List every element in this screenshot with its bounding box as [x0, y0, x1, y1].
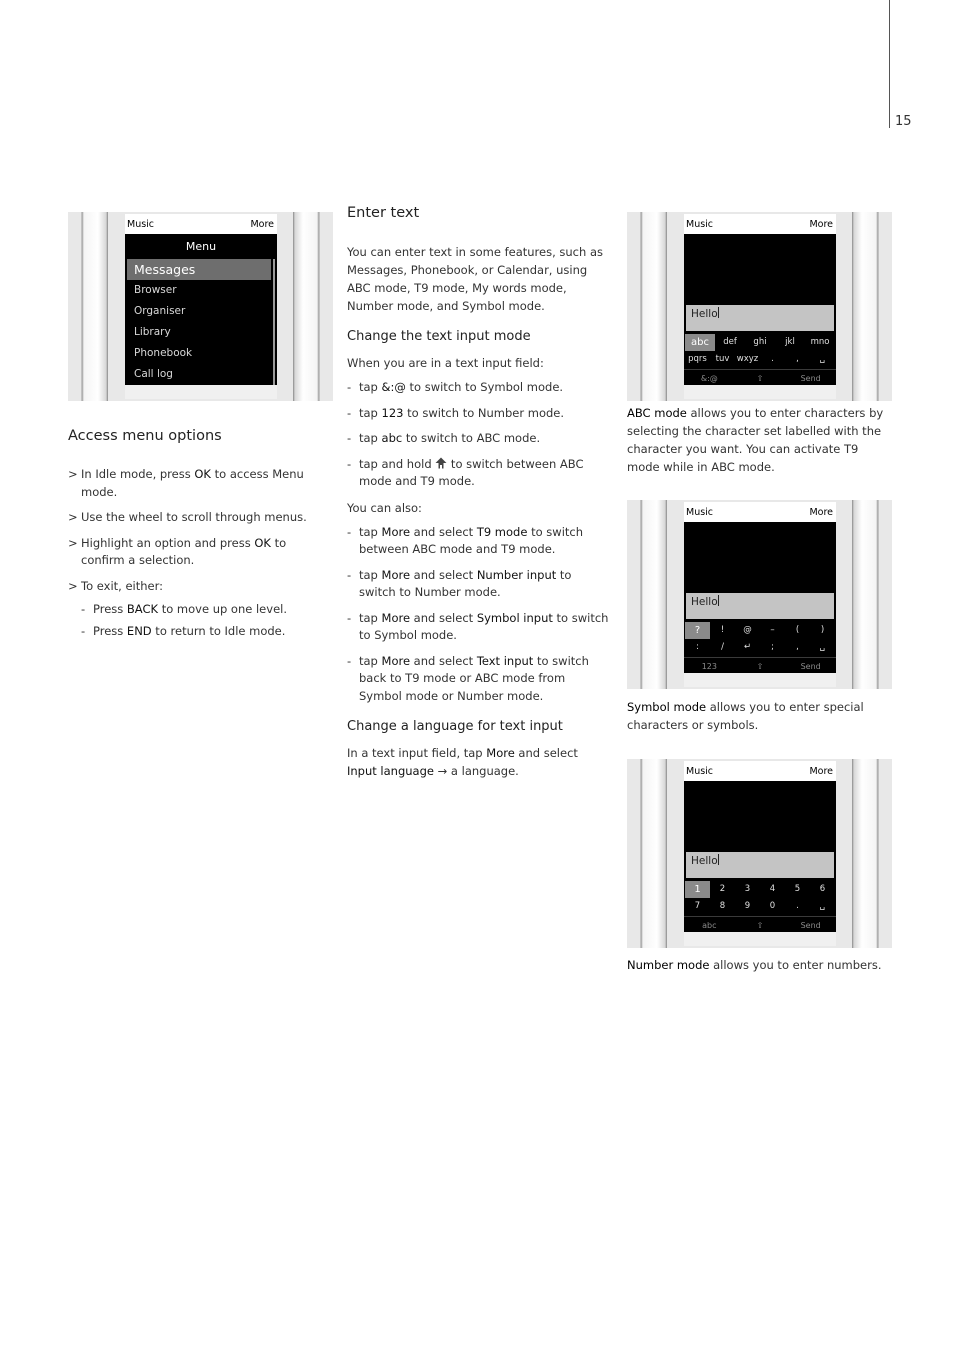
key-row	[685, 639, 835, 656]
menu-item-browser: Browser	[134, 284, 177, 296]
menu-scrollbar	[273, 259, 275, 387]
enter-text-intro: You can enter text in some features, such as Messages, Phonebook, or Calendar, using ABC mode, T9 mode, My words mode, Number mode, and Symbol mode.	[347, 245, 603, 313]
tap-items-list	[347, 379, 611, 491]
menu-list	[127, 259, 271, 385]
key-wxyz: wxyz	[736, 354, 759, 364]
phone-screen	[684, 214, 836, 399]
list-item: - tap 123 to switch to Number mode.	[347, 405, 611, 423]
menu-title: Menu	[185, 240, 217, 253]
key-open-paren: (	[795, 625, 800, 635]
abc-keypad	[685, 334, 835, 368]
phone-left-bezel	[627, 212, 667, 401]
key-row	[685, 898, 835, 915]
abc-mode-phone-illustration	[627, 212, 892, 401]
menu-steps-list	[68, 466, 330, 640]
softkey-music: Music	[127, 219, 155, 230]
list-item: - tap and hold to switch between ABC mode and T9 mode.	[347, 456, 611, 491]
key-at: @	[743, 625, 752, 635]
softkey-send: Send	[800, 662, 821, 671]
key-dash: –	[770, 625, 775, 635]
key-space: ␣	[819, 642, 826, 652]
softkey-bar	[125, 214, 277, 234]
phone-screen	[125, 214, 277, 399]
softkey-more: More	[809, 766, 833, 777]
page-number: 15	[895, 114, 912, 129]
menu-item-library: Library	[134, 326, 171, 338]
key-space: ␣	[819, 354, 826, 364]
symbol-mode-phone-illustration	[627, 500, 892, 689]
key-exclaim: !	[720, 625, 725, 635]
menu-item-messages: Messages	[127, 259, 271, 280]
key-0: 0	[769, 901, 776, 911]
number-keypad	[685, 881, 835, 915]
key-jkl: jkl	[785, 337, 795, 347]
phone-left-bezel	[627, 759, 667, 948]
key-1: 1	[685, 881, 710, 898]
list-item: - Press END to return to Idle mode.	[81, 623, 330, 641]
softkey-bar	[684, 502, 836, 522]
list-item: > Highlight an option and press OK to confirm a selection.	[68, 535, 330, 570]
key-9: 9	[744, 901, 751, 911]
more-items-list	[347, 524, 611, 706]
key-colon: :	[696, 642, 699, 652]
phone-left-bezel	[68, 212, 108, 401]
list-item: > To exit, either: - Press BACK to move up one level. - Press END to return to Idle mode.	[68, 578, 330, 641]
softkey-more: More	[809, 507, 833, 518]
shift-icon: ⇧	[756, 662, 764, 671]
key-comma: ,	[796, 642, 799, 652]
softkey-music: Music	[686, 219, 714, 230]
key-question: ?	[685, 622, 710, 639]
phone-right-bezel	[852, 500, 892, 689]
key-tuv: tuv	[715, 354, 730, 364]
menu-item-organiser: Organiser	[134, 305, 186, 317]
softkey-symbol: &:@	[700, 374, 718, 383]
phone-screen	[684, 761, 836, 946]
phone-bottom-bar	[125, 385, 277, 399]
shift-icon: ⇧	[756, 921, 764, 930]
page-edge-rule	[889, 0, 890, 128]
key-row	[685, 351, 835, 368]
list-item: - tap More and select Text input to switch back to T9 mode or ABC mode from Symbol mode or Number mode.	[347, 653, 611, 706]
key-return: ↵	[743, 642, 752, 652]
key-close-paren: )	[820, 625, 825, 635]
text-entry-field: Hello	[686, 852, 834, 878]
key-8: 8	[719, 901, 726, 911]
enter-text-heading: Enter text	[347, 205, 420, 221]
key-row	[685, 881, 835, 898]
list-item: - tap More and select T9 mode to switch between ABC mode and T9 mode.	[347, 524, 611, 559]
key-semicolon: ;	[771, 642, 774, 652]
key-mno: mno	[810, 337, 830, 347]
phone-right-bezel	[293, 212, 333, 401]
shift-arrow-icon	[435, 457, 447, 469]
key-period: .	[771, 354, 774, 364]
key-def: def	[723, 337, 737, 347]
shift-icon: ⇧	[756, 374, 764, 383]
change-language-heading: Change a language for text input	[347, 719, 563, 734]
also-text: You can also:	[347, 500, 422, 515]
phone-screen	[684, 502, 836, 687]
phone-right-bezel	[852, 212, 892, 401]
left-column-text	[68, 428, 330, 648]
list-item: - Press BACK to move up one level.	[81, 601, 330, 619]
exit-options-list	[81, 601, 330, 640]
softkey-abc: abc	[702, 921, 717, 930]
symbol-keypad	[685, 622, 835, 656]
menu-phone-illustration	[68, 212, 333, 401]
softkey-music: Music	[686, 507, 714, 518]
phone-bottom-bar	[684, 932, 836, 946]
softkey-send: Send	[800, 374, 821, 383]
softkey-bar	[684, 214, 836, 234]
middle-column-text	[347, 205, 611, 780]
phone-right-bezel	[852, 759, 892, 948]
key-abc: abc	[685, 334, 715, 351]
phone-bottom-bar	[684, 673, 836, 687]
key-pqrs: pqrs	[688, 354, 707, 364]
list-item: - tap More and select Number input to switch to Number mode.	[347, 567, 611, 602]
softkey-number: 123	[701, 662, 717, 671]
key-ghi: ghi	[753, 337, 767, 347]
list-item: > Use the wheel to scroll through menus.	[68, 509, 330, 527]
softkey-more: More	[809, 219, 833, 230]
softkey-bar	[684, 761, 836, 781]
key-5: 5	[794, 884, 801, 894]
list-item: - tap abc to switch to ABC mode.	[347, 430, 611, 448]
key-space: ␣	[819, 901, 826, 911]
softkey-send: Send	[800, 921, 821, 930]
menu-item-phonebook: Phonebook	[134, 347, 193, 359]
number-mode-phone-illustration	[627, 759, 892, 948]
key-3: 3	[744, 884, 751, 894]
list-item: - tap &:@ to switch to Symbol mode.	[347, 379, 611, 397]
when-in-field-text: When you are in a text input field:	[347, 356, 544, 370]
softkey-more: More	[250, 219, 274, 230]
key-row	[685, 334, 835, 351]
key-comma: ,	[796, 354, 799, 364]
access-menu-heading: Access menu options	[68, 428, 222, 444]
key-6: 6	[819, 884, 826, 894]
number-mode-caption: Number mode allows you to enter numbers.	[627, 958, 882, 972]
text-entry-field: Hello	[686, 593, 834, 619]
key-7: 7	[694, 901, 701, 911]
softkey-music: Music	[686, 766, 714, 777]
text-entry-field: Hello	[686, 305, 834, 331]
phone-bottom-bar	[684, 385, 836, 399]
symbol-mode-caption: Symbol mode allows you to enter special characters or symbols.	[627, 700, 864, 732]
key-slash: /	[721, 642, 724, 652]
abc-mode-caption: ABC mode allows you to enter characters by selecting the character set labelled with the character you want. You can activate T9 mode while in ABC mode.	[627, 406, 884, 474]
language-instructions: In a text input field, tap More and select Input language → a language.	[347, 746, 578, 778]
key-period: .	[796, 901, 799, 911]
key-2: 2	[719, 884, 726, 894]
list-item: > In Idle mode, press OK to access Menu mode.	[68, 466, 330, 501]
menu-item-call-log: Call log	[134, 368, 173, 380]
key-4: 4	[769, 884, 776, 894]
key-row	[685, 622, 835, 639]
phone-left-bezel	[627, 500, 667, 689]
list-item: - tap More and select Symbol input to switch to Symbol mode.	[347, 610, 611, 645]
change-input-mode-heading: Change the text input mode	[347, 329, 531, 344]
